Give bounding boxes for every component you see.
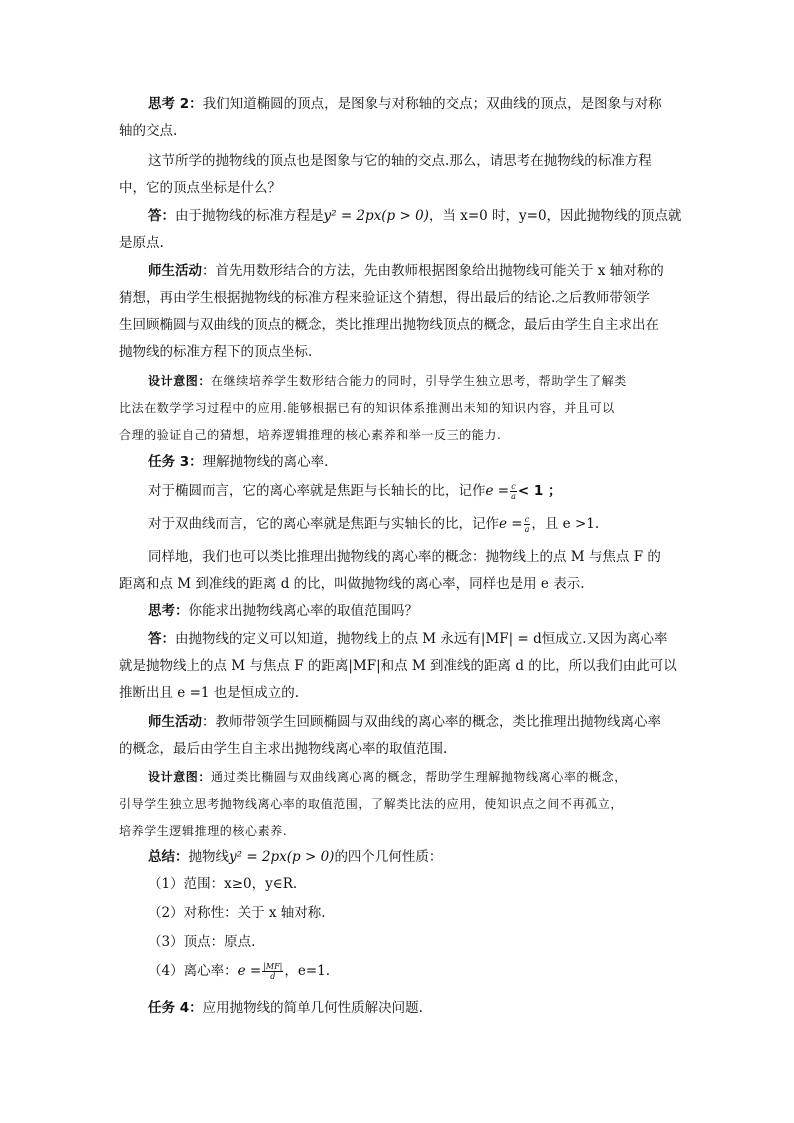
- ellipse-pre: 对于椭圆而言，它的离心率就是焦距与长轴长的比，记作: [148, 483, 486, 499]
- property-symmetry: （2）对称性：关于 x 轴对称.: [148, 905, 326, 921]
- answer2-line-3: 推断出且 e =1 也是恒成立的.: [119, 685, 300, 701]
- property-range: （1）范围：x≥0，y∈R.: [148, 876, 298, 892]
- answer1-post: ，当 x=0 时，y=0，因此抛物线的顶点就: [428, 208, 682, 224]
- activity2-label: 师生活动: [148, 714, 202, 730]
- eccentricity-num: |MF|: [263, 962, 283, 971]
- para1-line-2: 中，它的顶点坐标是什么？: [119, 180, 281, 196]
- summary-label: 总结：: [148, 849, 189, 865]
- design1-line-1: [148, 371, 627, 391]
- design1-label: 设计意图：: [148, 374, 212, 388]
- ellipse-den: a: [511, 492, 516, 501]
- think3-line: [148, 601, 418, 621]
- hyperbola-e: e =: [499, 516, 523, 532]
- answer1-pre: 由于抛物线的标准方程是: [175, 208, 324, 224]
- ellipse-num: c: [511, 482, 516, 491]
- hyperbola-num: c: [524, 515, 530, 524]
- design2-line-3: 培养学生逻辑推理的核心素养.: [119, 824, 288, 838]
- eccentricity-fraction: [262, 962, 283, 981]
- answer1-line-2: 是原点.: [119, 235, 164, 251]
- hyperbola-den: a: [524, 525, 530, 534]
- summary-post: 的四个几何性质：: [334, 849, 443, 865]
- eccentricity-post: ，e=1.: [284, 963, 331, 979]
- ellipse-line: [148, 481, 561, 501]
- think2-line-2: 轴的交点.: [119, 123, 178, 139]
- think3-text: 你能求出抛物线离心率的取值范围吗？: [188, 603, 418, 619]
- ellipse-post: < 1 ；: [517, 483, 562, 499]
- activity1-text-1: ：首先用数形结合的方法，先由教师根据图象给出抛物线可能关于 x 轴对称的: [202, 263, 664, 279]
- para1-line-1: 这节所学的抛物线的顶点也是图象与它的轴的交点.那么，请思考在抛物线的标准方程: [148, 153, 652, 169]
- activity1-line-1: [148, 261, 664, 281]
- ellipse-e: e =: [485, 483, 510, 499]
- activity1-label: 师生活动: [148, 263, 202, 279]
- activity2-text-1: ：教师带领学生回顾椭圆与双曲线的离心率的概念，类比推理出抛物线离心率: [202, 714, 661, 730]
- design2-label: 设计意图：: [148, 770, 212, 784]
- task4-text: 应用抛物线的简单几何性质解决问题.: [202, 1000, 423, 1016]
- activity2-line-2: 的概念，最后由学生自主求出抛物线离心率的取值范围.: [119, 741, 448, 757]
- hyperbola-post: ，且 e >1.: [531, 516, 600, 532]
- activity1-line-4: 抛物线的标准方程下的顶点坐标.: [119, 344, 313, 360]
- task4-label: 任务 4：: [148, 1000, 203, 1016]
- property-eccentricity-label: （4）离心率：: [148, 963, 238, 979]
- think2-label: 思考 2：: [148, 96, 203, 112]
- design1-text-1: 在继续培养学生数形结合能力的同时，引导学生独立思考，帮助学生了解类: [211, 374, 627, 388]
- property-vertex: （3）顶点：原点.: [148, 934, 256, 950]
- hyperbola-fraction: [524, 515, 531, 534]
- design1-line-2: 比法在数学学习过程中的应用.能够根据已有的知识体系推测出未知的知识内容，并且可以: [119, 401, 615, 415]
- hyperbola-line: [148, 514, 599, 534]
- answer2-label: 答：: [148, 631, 175, 647]
- think2-text-1: 我们知道椭圆的顶点，是图象与对称轴的交点；双曲线的顶点，是图象与对称: [202, 96, 662, 112]
- answer1-equation: y² = 2px(p > 0): [323, 208, 429, 224]
- summary-equation: y² = 2px(p > 0): [229, 849, 335, 865]
- para2-line-1: 同样地，我们也可以类比推理出抛物线的离心率的概念：抛物线上的点 M 与焦点 F 的: [148, 549, 661, 565]
- think2-line-1: [148, 94, 662, 114]
- summary-pre: 抛物线: [188, 849, 229, 865]
- ellipse-fraction: [510, 482, 517, 501]
- answer1-label: 答：: [148, 208, 175, 224]
- answer2-line-1: [148, 629, 668, 649]
- answer1-line-1: [148, 206, 682, 226]
- eccentricity-e: e =: [237, 963, 262, 979]
- activity1-line-2: 猜想，再由学生根据抛物线的标准方程来验证这个猜想，得出最后的结论.之后教师带领学: [119, 290, 650, 306]
- property-eccentricity: [148, 961, 330, 981]
- answer2-text-1: 由抛物线的定义可以知道，抛物线上的点 M 永远有|MF| = d恒成立.又因为离心率: [175, 631, 668, 647]
- design2-line-2: 引导学生独立思考抛物线离心率的取值范围，了解类比法的应用，使知识点之间不再孤立，: [119, 797, 624, 811]
- design1-line-3: 合理的验证自己的猜想，培养逻辑推理的核心素养和举一反三的能力.: [119, 428, 502, 442]
- design2-line-1: [148, 767, 627, 787]
- task3-label: 任务 3：: [148, 454, 203, 470]
- activity2-line-1: [148, 712, 661, 732]
- summary-line: [148, 847, 442, 867]
- para2-line-2: 距离和点 M 到准线的距离 d 的比，叫做抛物线的离心率，同样也是用 e 表示.: [119, 576, 585, 592]
- task3-text: 理解抛物线的离心率.: [202, 454, 329, 470]
- hyperbola-pre: 对于双曲线而言，它的离心率就是焦距与实轴长的比，记作: [148, 516, 499, 532]
- eccentricity-den: d: [270, 972, 276, 981]
- activity1-line-3: 生回顾椭圆与双曲线的顶点的概念，类比推理出抛物线顶点的概念，最后由学生自主求出在: [119, 317, 659, 333]
- answer2-line-2: 就是抛物线上的点 M 与焦点 F 的距离|MF|和点 M 到准线的距离 d 的比，所以我们由此可以: [119, 658, 677, 674]
- design2-text-1: 通过类比椭圆与双曲线离心离的概念，帮助学生理解抛物线离心率的概念，: [211, 770, 627, 784]
- task3-line: [148, 452, 328, 472]
- task4-line: [148, 998, 423, 1018]
- think3-label: 思考：: [148, 603, 189, 619]
